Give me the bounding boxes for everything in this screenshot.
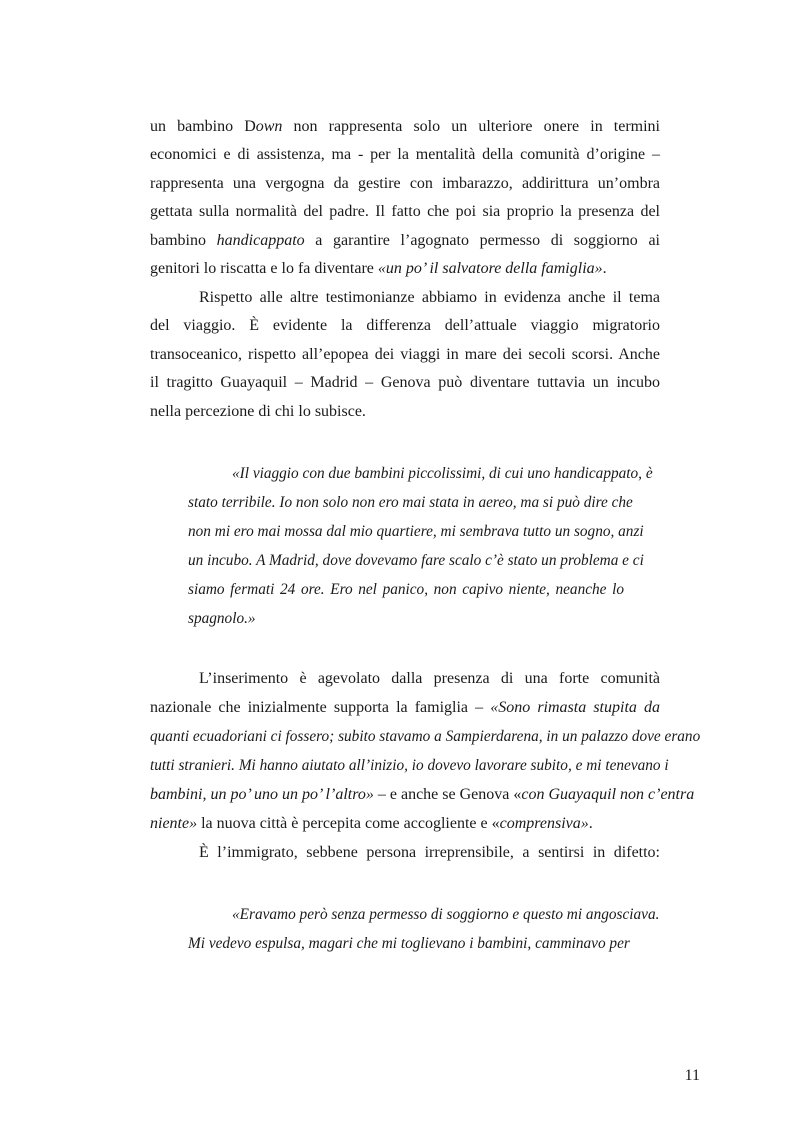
paragraph-1-line-4: gettata sulla normalità del padre. Il fatto che poi sia proprio la presenza del [150,203,660,220]
text-run-italic: con Guayaquil non c’entra [521,786,695,803]
paragraph-3-line-3: quanti ecuadoriani ci fossero; subito stavamo a Sampierdarena, in un palazzo dove erano [150,728,701,745]
quote-1-line-4: un incubo. A Madrid, dove dovevamo fare scalo c’è stato un problema e ci [188,552,644,569]
paragraph-1-line-1 [150,117,660,137]
text-run-italic: niente» [150,815,198,832]
paragraph-3-line-4: tutti stranieri. Mi hanno aiutato all’inizio, io dovevo lavorare subito, e mi tenevano i [150,757,669,774]
text-run: bambino [150,232,217,249]
text-run: – e anche se Genova « [373,786,522,803]
page-number: 11 [684,1067,700,1084]
text-run: non rappresenta solo un ulteriore onere in termini [282,118,660,135]
paragraph-3-line-5 [150,785,695,805]
paragraph-3-line-1: L’inserimento è agevolato dalla presenza di una forte comunità [199,670,660,687]
paragraph-2-line-4: il tragitto Guayaquil – Madrid – Genova può diventare tuttavia un incubo [150,374,660,391]
paragraph-2-line-2: del viaggio. È evidente la differenza dell’attuale viaggio migratorio [150,317,660,334]
text-run-italic: comprensiva» [499,815,589,832]
paragraph-3-line-2 [150,698,660,718]
paragraph-1-line-6 [150,259,660,279]
quote-1-line-3: non mi ero mai mossa dal mio quartiere, mi sembrava tutto un sogno, anzi [188,523,644,540]
quote-2-line-2: Mi vedevo espulsa, magari che mi toglievano i bambini, camminavo per [188,935,630,952]
text-run: genitori lo riscatta e lo fa diventare [150,260,378,277]
quote-1-line-2: stato terribile. Io non solo non ero mai stata in aereo, ma si può dire che [188,494,633,511]
text-run-italic: handicappato [216,232,305,249]
quote-1-line-1: «Il viaggio con due bambini piccolissimi, di cui uno handicappato, è [232,465,653,482]
quote-2-line-1: «Eravamo però senza permesso di soggiorno e questo mi angosciava. [232,906,660,923]
quote-1-line-6: spagnolo.» [188,610,256,627]
text-run-italic: own [255,118,283,135]
paragraph-1-line-2: economici e di assistenza, ma - per la mentalità della comunità d’origine – [150,146,660,163]
quote-1-line-5: siamo fermati 24 ore. Ero nel panico, non capivo niente, neanche lo [188,581,624,598]
text-run: la nuova città è percepita come accogliente e « [197,815,500,832]
paragraph-4-line-1: È l’immigrato, sebbene persona irreprensibile, a sentirsi in difetto: [199,844,660,861]
paragraph-1-line-5 [150,231,660,251]
paragraph-2-line-5: nella percezione di chi lo subisce. [150,403,366,420]
text-run-italic: «Sono rimasta stupita da [490,699,660,716]
text-run: . [602,260,607,277]
paragraph-2-line-1: Rispetto alle altre testimonianze abbiamo in evidenza anche il tema [199,289,660,306]
text-run: . [588,815,593,832]
paragraph-2-line-3: transoceanico, rispetto all’epopea dei viaggi in mare dei secoli scorsi. Anche [150,346,660,363]
text-run-italic: bambini, un po’ uno un po’ l’altro» [150,786,374,803]
paragraph-1-line-3: rappresenta una vergogna da gestire con imbarazzo, addirittura un’ombra [150,175,660,192]
text-run: a garantire l’agognato permesso di soggiorno ai [304,232,661,249]
text-run-italic: «un po’ il salvatore della famiglia» [377,260,603,277]
paragraph-3-line-6 [150,814,660,834]
text-run: un bambino D [150,118,256,135]
text-run: nazionale che inizialmente supporta la famiglia – [150,699,491,716]
